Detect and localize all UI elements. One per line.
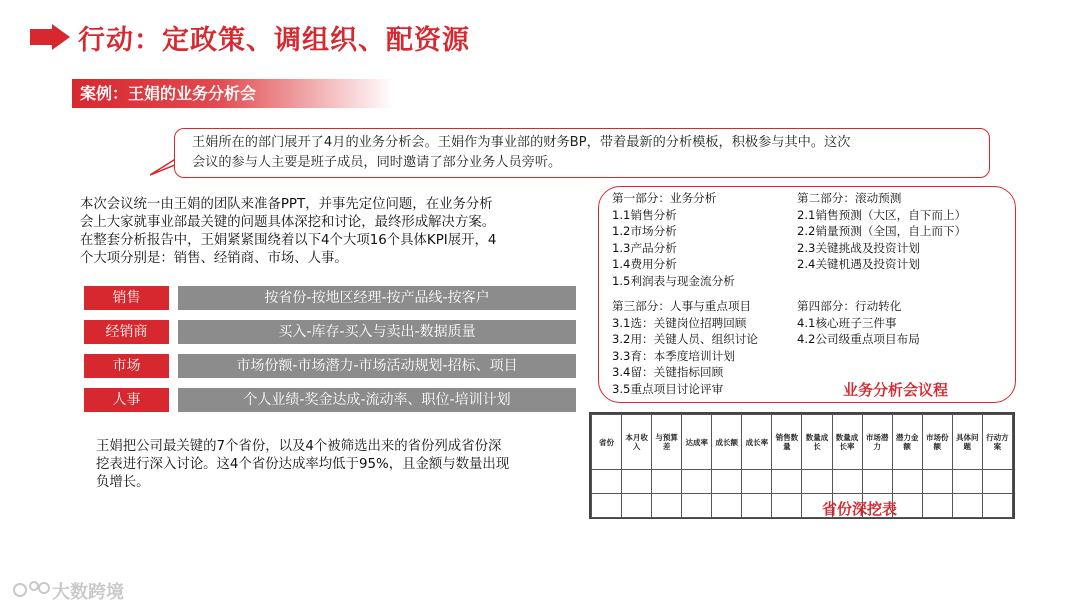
intro-paragraph: 本次会议统一由王娟的团队来准备PPT，并事先定位问题，在业务分析 会上大家就事业部最关键的问题具体深挖和讨论，最终形成解决方案。 在整套分析报告中，王娟紧紧围绕着以下4个大项16个具体KPI展开，4 个大项分别是：销售、经销商、市场、人事。	[80, 197, 497, 266]
kpi-label: 人事	[84, 388, 169, 412]
agenda-part-2	[797, 190, 966, 273]
agenda-part-heading: 第一部分：业务分析	[612, 191, 717, 205]
table-header: 数量成长	[802, 415, 832, 470]
kpi-label: 销售	[84, 286, 169, 310]
agenda-part-heading: 第四部分：行动转化	[797, 299, 902, 313]
agenda-item: 1.3产品分析	[612, 240, 677, 255]
agenda-item: 1.2市场分析	[612, 224, 677, 238]
logo-icon	[12, 576, 52, 600]
province-paragraph: 王娟把公司最关键的7个省份，以及4个被筛选出来的省份列成省份深 挖表进行深入讨论。这4个省份达成率均低于95%，且金额与数量出现 负增长。	[96, 439, 510, 490]
province-table-grid	[591, 414, 1013, 518]
agenda-item: 2.2销量预测（全国，自上而下）	[797, 224, 967, 238]
kpi-items: 市场份额-市场潜力-市场活动规划-招标、项目	[178, 354, 576, 378]
kpi-items: 买入-库存-买入与卖出-数据质量	[178, 320, 576, 344]
agenda-part-heading: 第二部分：滚动预测	[797, 191, 902, 205]
province-table	[589, 412, 1015, 519]
agenda-caption: 业务分析会议程	[843, 381, 949, 399]
agenda-item: 3.3育：本季度培训计划	[612, 348, 735, 363]
kpi-label: 经销商	[84, 320, 169, 344]
agenda-item: 3.5重点项目讨论评审	[612, 381, 724, 396]
agenda-item: 1.5利润表与现金流分析	[612, 273, 735, 288]
agenda-item: 2.1销售预测（大区，自下而上）	[797, 207, 967, 222]
agenda-part-4	[797, 298, 920, 348]
agenda-part-heading: 第三部分：人事与重点项目	[612, 299, 752, 313]
agenda-item: 1.4费用分析	[612, 257, 677, 271]
table-header-row	[592, 415, 1013, 470]
table-header: 成长额	[712, 415, 742, 470]
table-header: 数量成长率	[832, 415, 862, 470]
kpi-items: 个人业绩-奖金达成-流动率、职位-培训计划	[178, 388, 576, 412]
speech-bubble-text: 王娟所在的部门展开了4月的业务分析会。王娟作为事业部的财务BP，带着最新的分析模板，积极参与其中。这次 会议的参与人主要是班子成员，同时邀请了部分业务人员旁听。	[192, 135, 851, 170]
agenda-item: 3.4留：关键指标回顾	[612, 365, 724, 379]
table-header: 达成率	[682, 415, 712, 470]
table-caption: 省份深挖表	[822, 500, 898, 518]
table-row	[592, 494, 1013, 518]
case-banner: 案例：王娟的业务分析会	[72, 79, 394, 108]
table-header: 行动方案	[982, 415, 1012, 470]
table-header: 本月收入	[622, 415, 652, 470]
page-title: 行动：定政策、调组织、配资源	[78, 25, 470, 56]
kpi-items: 按省份-按地区经理-按产品线-按客户	[178, 286, 576, 310]
agenda-item: 4.2公司级重点项目布局	[797, 332, 920, 346]
agenda-item: 1.1销售分析	[612, 207, 677, 222]
agenda-item: 2.3关键挑战及投资计划	[797, 240, 920, 255]
table-header: 省份	[592, 415, 622, 470]
table-header: 市场份额	[922, 415, 952, 470]
agenda-item: 2.4关键机遇及投资计划	[797, 257, 920, 271]
agenda-item: 3.1选：关键岗位招聘回顾	[612, 315, 747, 330]
table-header: 销售数量	[772, 415, 802, 470]
agenda-item: 3.2用：关键人员、组织讨论	[612, 332, 758, 346]
agenda-item: 4.1核心班子三件事	[797, 315, 897, 330]
table-header: 具体问题	[952, 415, 982, 470]
agenda-part-3	[612, 298, 758, 397]
table-header: 与预算差	[652, 415, 682, 470]
kpi-label: 市场	[84, 354, 169, 378]
arrow-icon	[30, 24, 70, 50]
agenda-part-1	[612, 190, 735, 289]
table-header: 市场潜力	[862, 415, 892, 470]
table-header: 潜力金额	[892, 415, 922, 470]
logo-text: 大数跨境	[52, 582, 124, 603]
table-row	[592, 470, 1013, 494]
table-header: 成长率	[742, 415, 772, 470]
